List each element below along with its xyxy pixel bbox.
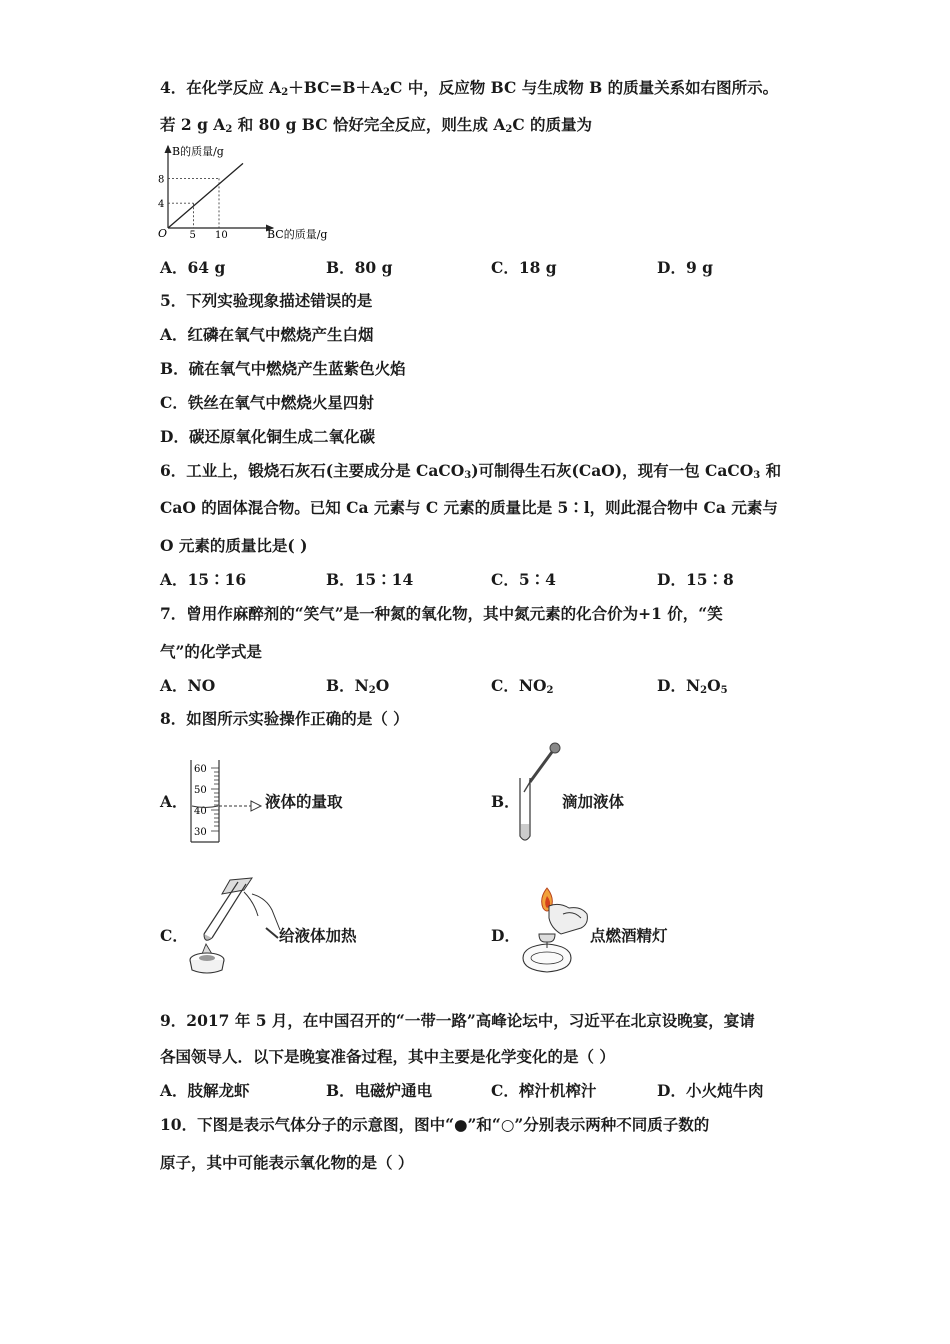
y-tick-label-4: 4 xyxy=(158,199,165,211)
q5-option-b[interactable]: B．硫在氧气中燃烧产生蓝紫色火焰 xyxy=(160,359,406,378)
q8-option-a-caption: 液体的量取 xyxy=(265,792,343,811)
scale-label-40: 40 xyxy=(194,806,207,817)
scale-label-30: 30 xyxy=(194,827,207,838)
q9-option-a[interactable]: A．肢解龙虾 xyxy=(160,1081,250,1100)
alcohol-lamp-illustration xyxy=(515,884,595,976)
q7-option-d[interactable]: D．$N_2O_5$ xyxy=(657,676,728,696)
q8-option-d-caption: 点燃酒精灯 xyxy=(590,926,668,945)
q7-option-a[interactable]: A．NO xyxy=(160,676,216,695)
q4-option-b[interactable]: B．80 g xyxy=(326,258,393,277)
q5-option-c[interactable]: C．铁丝在氧气中燃烧火星四射 xyxy=(160,393,374,412)
q9-option-c[interactable]: C．榨汁机榨汁 xyxy=(491,1081,597,1100)
q8-option-c-caption: 给液体加热 xyxy=(279,926,357,945)
q9-stem-line1: 9．2017 年 5 月，在中国召开的“一带一路”高峰论坛中，习近平在北京设晚宴，宴请 xyxy=(160,1011,755,1030)
data-line xyxy=(168,163,243,228)
q4-stem-line2: 若 2 g $A_2$ 和 80 g BC 恰好完全反应，则生成 $A_2C$ 的质量为 xyxy=(160,115,593,135)
q9-option-d[interactable]: D．小火炖牛肉 xyxy=(657,1081,764,1100)
q7-option-b[interactable]: B．$N_2O$ xyxy=(326,676,390,696)
q8-option-c-letter[interactable]: C． xyxy=(160,926,188,945)
q4-option-d[interactable]: D．9 g xyxy=(657,258,713,277)
q4-option-c[interactable]: C．18 g xyxy=(491,258,557,277)
q8-option-b-letter[interactable]: B． xyxy=(491,792,520,811)
q4-stem-line1: 4．在化学反应 $A_2+BC=B+A_2C$ 中，反应物 BC 与生成物 B 的质量关系如右图所示。 xyxy=(160,78,779,98)
q8-option-a-letter[interactable]: A． xyxy=(160,792,188,811)
q5-stem: 5．下列实验现象描述错误的是 xyxy=(160,291,373,310)
q6-option-a[interactable]: A．15∶16 xyxy=(160,570,247,589)
q7-stem-line2: 气”的化学式是 xyxy=(160,642,262,661)
q7-option-c[interactable]: C．$NO_2$ xyxy=(491,676,554,696)
q8-option-d-letter[interactable]: D． xyxy=(491,926,520,945)
q4-mass-chart xyxy=(155,140,328,245)
x-tick-label-10: 10 xyxy=(215,230,228,241)
q10-stem-line2: 原子，其中可能表示氧化物的是（ ） xyxy=(160,1153,414,1172)
q6-stem-line3: O 元素的质量比是( ) xyxy=(160,536,308,555)
q6-option-d[interactable]: D．15∶8 xyxy=(657,570,734,589)
q8-stem: 8．如图所示实验操作正确的是（ ） xyxy=(160,709,409,728)
x-tick-label-5: 5 xyxy=(189,230,196,241)
scale-label-50: 50 xyxy=(194,785,207,796)
q6-stem-line1: 6．工业上，锻烧石灰石(主要成分是 CaCO$_3$)可制得生石灰(CaO)，现有一包 CaCO$_3$ 和 xyxy=(160,461,782,481)
q7-stem-line1: 7．曾用作麻醉剂的“笑气”是一种氮的氧化物，其中氮元素的化合价为+1 价，“笑 xyxy=(160,604,723,623)
q9-stem-line2: 各国领导人．以下是晚宴准备过程，其中主要是化学变化的是（ ） xyxy=(160,1047,615,1066)
measuring-cylinder-illustration xyxy=(185,756,275,846)
q4-option-a[interactable]: A．64 g xyxy=(160,258,226,277)
y-axis-label: B的质量/g xyxy=(172,145,224,158)
q5-option-a[interactable]: A．红磷在氧气中燃烧产生白烟 xyxy=(160,325,374,344)
dropper-test-tube-illustration xyxy=(510,740,565,848)
y-tick-label-8: 8 xyxy=(158,174,165,186)
q6-option-b[interactable]: B．15∶14 xyxy=(326,570,414,589)
x-axis-label: BC的质量/g xyxy=(267,228,328,241)
origin-label: O xyxy=(158,227,168,240)
q6-stem-line2: CaO 的固体混合物。已知 Ca 元素与 C 元素的质量比是 5∶l，则此混合物中 Ca 元素与 xyxy=(160,498,778,517)
q10-stem-line1: 10．下图是表示气体分子的示意图，图中“●”和“○”分别表示两种不同质子数的 xyxy=(160,1115,710,1134)
q8-option-b-caption: 滴加液体 xyxy=(562,792,625,811)
q6-option-c[interactable]: C．5∶4 xyxy=(491,570,556,589)
heating-liquid-illustration xyxy=(182,872,282,977)
q9-option-b[interactable]: B．电磁炉通电 xyxy=(326,1081,433,1100)
q5-option-d[interactable]: D．碳还原氧化铜生成二氧化碳 xyxy=(160,427,375,446)
scale-label-60: 60 xyxy=(194,764,207,775)
